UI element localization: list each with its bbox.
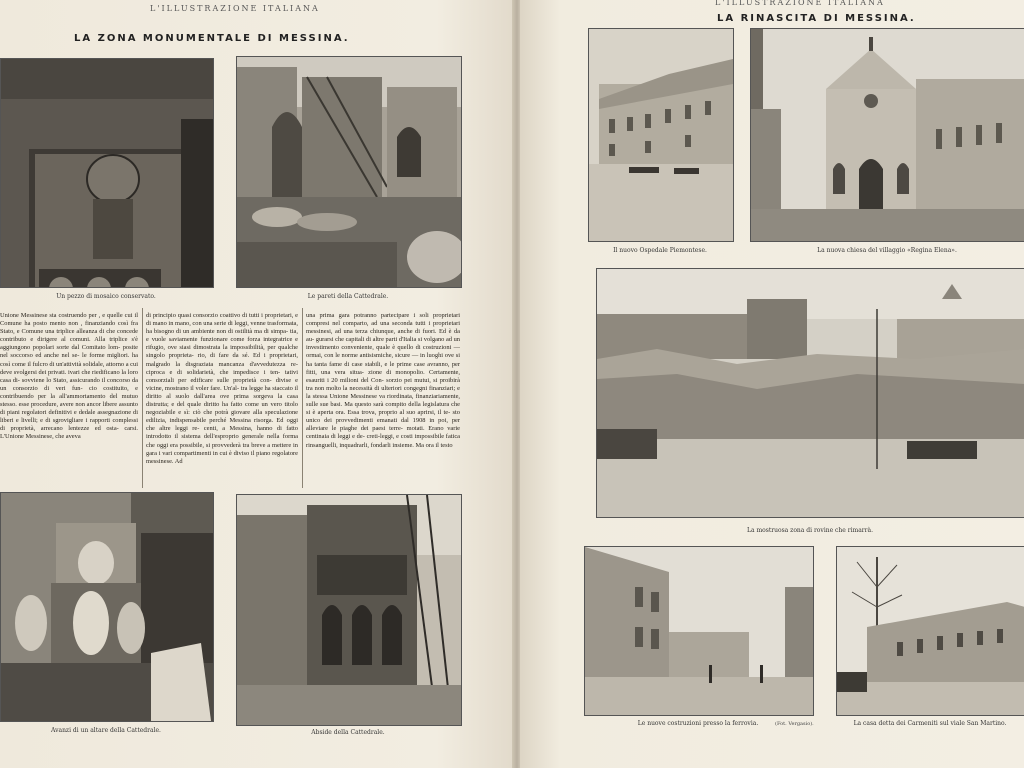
caption-carmel-house: La casa detta dei Carmeniti sul viale San Martino. [853, 720, 1007, 727]
running-head: L'ILLUSTRAZIONE ITALIANA [150, 4, 320, 13]
caption-walls: Le pareti della Cattedrale. [307, 293, 389, 300]
article-column-1: Unione Messinese sta costruendo per , e quelle cui il Comune ha posto mento non , finanziando così fra Stato, e Comune una triplice alleanza di che concede contributo e dirigere al comuni. Alla triplice s'è aggiungono popolari sorte dal Comitato lom- posite nel soccorso ed anche nel se- le forme migliori. ha così come il fulcro di un'attività solidale, attorno a cui deve svolgersi dei privati. ivari che riedificano la loro casa di- sovviene lo Stato, assicurando il concorso da un consorzio di veri fun- cio costituito, e contribuendo per la all'ammortamento del mutuo stesso. esse procedure, avere non ancor libere assunto di piani regolatori definitivi e dedale assegnazione di liberi e livelli; e di sgrovigliare i rapporti complessi di proprietà, arrecano lentezze ed osta- carsi. L'Unione Messinese, che aveva [0, 312, 138, 441]
caption-new-buildings: Le nuove costruzioni presso la ferrovia. [637, 720, 759, 727]
church-photo [750, 28, 1024, 242]
page-title: LA ZONA MONUMENTALE DI MESSINA. [74, 33, 350, 44]
article-column-2: di principio quasi consorzio coattivo di tutti i proprietari, e di mano in mano, con una serie di leggi, venne trasformata, ha bisogno di un ambiente non di ostilità ma di simpa- tia, e vuole saviamente funzionare come forza integratrice e rifugio, ove siasi dimostrata la impossibilità, per qualche singolo proprieta- rio, di fare da sé. Ed i proprietari, malgrado la disgraziata mancanza d'avvedutezza re- ciproca e di solidarietà, che impedisce i ten- tativi consorziali per edificare sulle proprietà con- divise e vicine, mostrano il voler fare. Un'al- tra legge ha staccato il diritto al suolo dall'area ove prima sorgeva la casa distrutta; e del quale diritto ha fatto come un vero titolo negoziabile e sì: ciò che potrà giovare alla speculazione edilizia, indispensabile perché Messina risorga. Ed oggi che altre leggi re- centi, a Messina, hanno di fatto introdotto il sistema dell'esproprio generale nella forma che oggi era possibile, si provvederà tra breve a mettere in gara i vari compartimenti in cui è diviso il piano regolatore messinese. Ad [146, 312, 298, 465]
hospital-photo [588, 28, 734, 242]
page-title: LA RINASCITA DI MESSINA. [717, 13, 916, 24]
caption-mosaic: Un pezzo di mosaico conservato. [56, 293, 156, 300]
running-head: L'ILLUSTRAZIONE ITALIANA [715, 0, 885, 7]
column-rule [302, 308, 303, 488]
carmel-house-photo [836, 546, 1024, 716]
caption-hospital: Il nuovo Ospedale Piemontese. [613, 247, 707, 254]
column-rule [142, 308, 143, 488]
right-page [520, 0, 1024, 768]
ruins-photo [596, 268, 1024, 518]
photo-credit: (Fot. Vergasio). [775, 721, 814, 727]
caption-ruins: La mostruosa zona di rovine che rimarrà. [746, 527, 874, 534]
new-buildings-photo [584, 546, 814, 716]
caption-church: La nuova chiesa del villaggio «Regina Elena». [817, 247, 957, 254]
apse-photo [236, 494, 462, 726]
altar-photo [0, 492, 214, 722]
caption-apse: Abside della Cattedrale. [311, 729, 385, 736]
caption-altar: Avanzi di un altare della Cattedrale. [51, 727, 161, 734]
article-column-3: una prima gara potranno partecipare i soli proprietari compresi nel comparto, ad una seconda tutti i proprietari messinesi, ad una terza chiunque, anche di fuori. Ed è da au- gurarsi che capitali di altre parti d'Italia si volgano ad un investimento conveniente, quale è quello di costruzioni — ormai, con le norme antisismiche, sicure — in luoghi ove si ha tanta fame di case stabili, e le prime case avranno, per fitti, una vera situa- zione di monopolio. Certamente, esauriti i 20 milioni del Con- sorzio pei mutui, si proibirà tra non molto la necessità di ulteriori congegni finanziari; e la stessa Unione Messinese va riordinata, finanziariamente, sulle sue basi. Ma questo sarà compito della legislatura che si è aperta ora. Essa trova, proprio al suo aprirsi, il te- sto unico dei provvedimenti emanati dal 1908 in poi, per alleviare le piaghe dei paesi terre- motati. Erano varie centinaia di leggi e de- creti-leggi, e costi impossibile fatica rinsanguelli, inquadrarli, fondarli insieme. Ma ora il testo [306, 312, 460, 449]
